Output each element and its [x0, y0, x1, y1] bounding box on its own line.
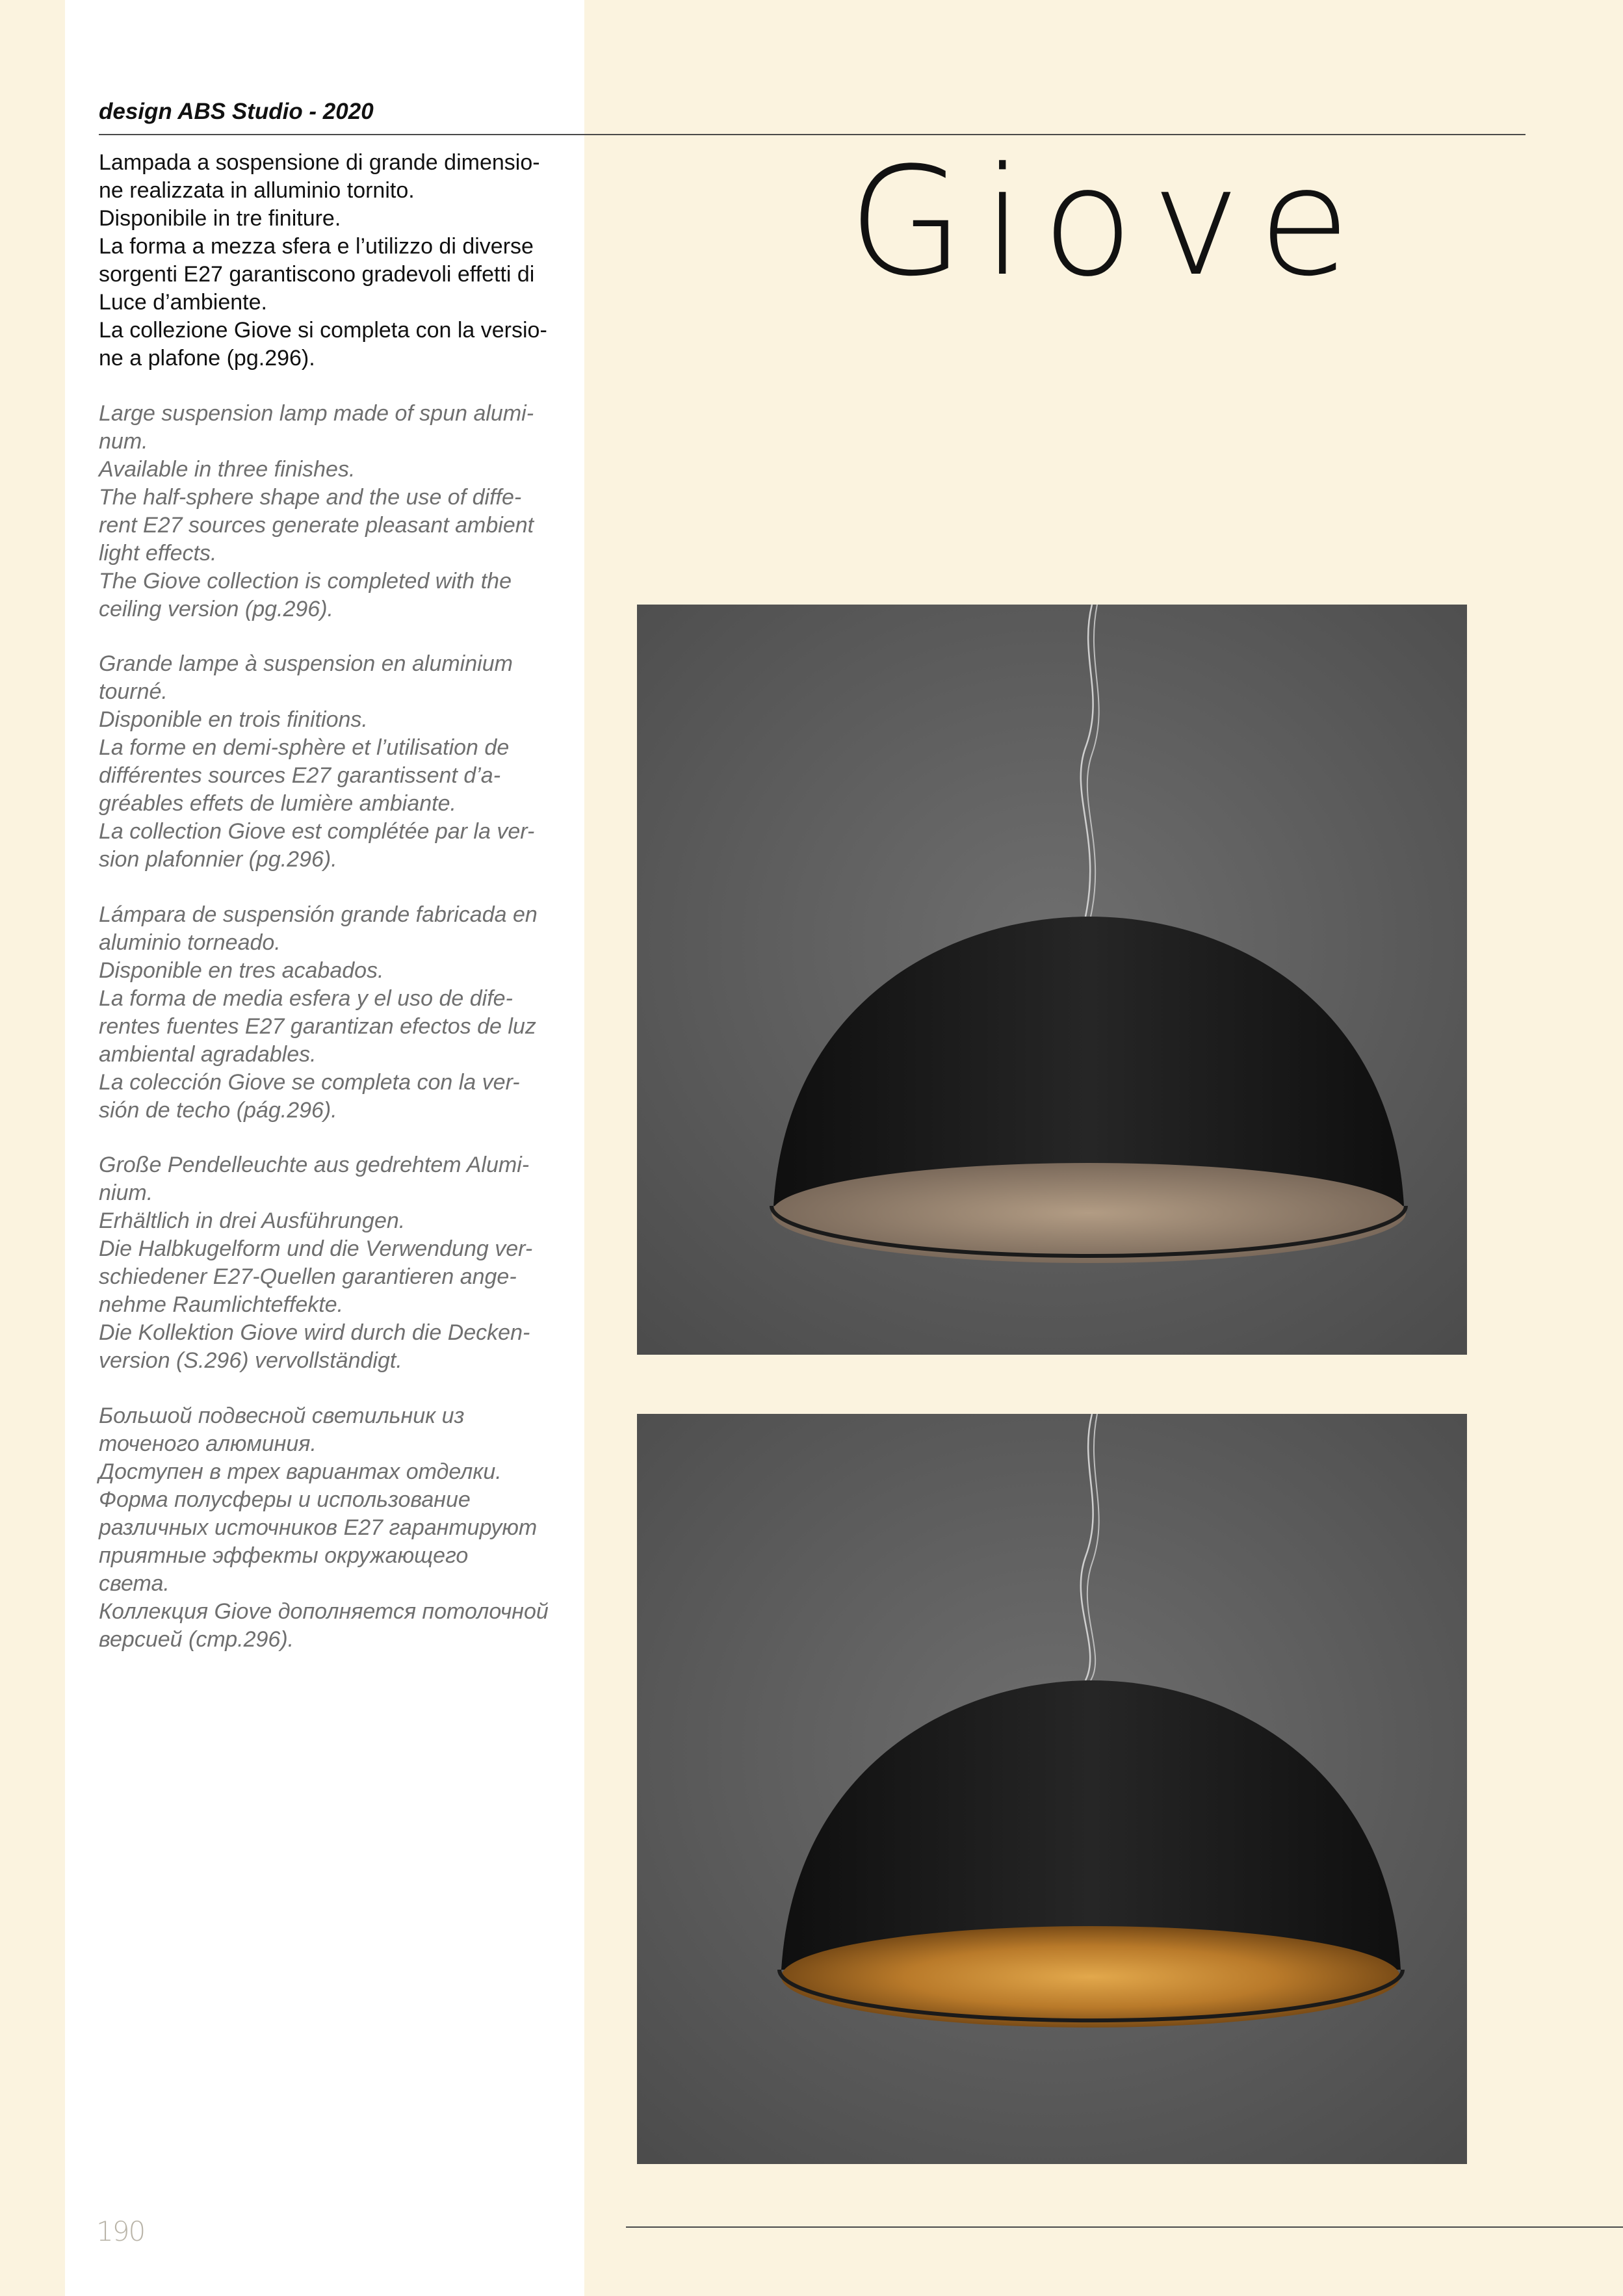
description-line: ambiental agradables.	[99, 1042, 317, 1067]
description-line: света.	[99, 1571, 170, 1596]
description-line: La collection Giove est complétée par la ver-	[99, 819, 535, 844]
page-number: 190	[96, 2215, 145, 2247]
description-line: rentes fuentes E27 garantizan efectos de luz	[99, 1014, 536, 1039]
description-line: ne a plafone (pg.296).	[99, 346, 315, 371]
description-line: rent E27 sources generate pleasant ambient	[99, 513, 534, 538]
designer-credit: design ABS Studio - 2020	[99, 99, 374, 124]
description-line: Erhältlich in drei Ausführungen.	[99, 1208, 406, 1233]
description-line: version (S.296) vervollständigt.	[99, 1348, 402, 1373]
description-spanish	[99, 901, 552, 1125]
description-line: La colección Giove se completa con la ver-	[99, 1070, 520, 1095]
description-line: light effects.	[99, 541, 217, 566]
description-line: версией (стр.296).	[99, 1627, 294, 1652]
description-line: Available in three finishes.	[99, 457, 356, 482]
description-russian	[99, 1402, 552, 1654]
description-line: ne realizzata in alluminio tornito.	[99, 178, 415, 203]
description-line: Доступен в трех вариантах отделки.	[99, 1459, 502, 1484]
top-divider	[99, 134, 1526, 135]
description-line: aluminio torneado.	[99, 930, 281, 955]
description-line: nehme Raumlichteffekte.	[99, 1292, 344, 1317]
description-line: sión de techo (pág.296).	[99, 1098, 337, 1123]
description-line: schiedener E27-Quellen garantieren ange-	[99, 1264, 517, 1289]
description-italian	[99, 149, 552, 372]
description-line: num.	[99, 429, 148, 454]
product-title: Giove	[848, 136, 1369, 309]
description-line: différentes sources E27 garantissent d’a-	[99, 763, 501, 788]
description-line: La forma de media esfera y el uso de dife-	[99, 986, 513, 1011]
description-line: Large suspension lamp made of spun alumi-	[99, 401, 534, 426]
description-line: tourné.	[99, 679, 168, 704]
description-line: The Giove collection is completed with the	[99, 569, 512, 594]
description-line: Большой подвесной светильник из	[99, 1403, 465, 1428]
description-line: Große Pendelleuchte aus gedrehtem Alumi-	[99, 1153, 530, 1177]
description-line: Disponible en tres acabados.	[99, 958, 384, 983]
product-photo-bronze	[637, 605, 1467, 1355]
bottom-divider	[626, 2226, 1623, 2228]
description-line: sorgenti E27 garantiscono gradevoli effetti di	[99, 262, 535, 287]
description-line: Die Kollektion Giove wird durch die Decken-	[99, 1320, 530, 1345]
description-line: приятные эффекты окружающего	[99, 1543, 469, 1568]
description-line: различных источников E27 гарантируют	[99, 1515, 538, 1540]
description-line: Luce d’ambiente.	[99, 290, 267, 315]
description-french	[99, 650, 552, 874]
description-line: nium.	[99, 1181, 153, 1205]
description-line: ceiling version (pg.296).	[99, 597, 333, 621]
description-line: Форма полусферы и использование	[99, 1487, 471, 1512]
description-line: sion plafonnier (pg.296).	[99, 847, 337, 872]
description-german	[99, 1151, 552, 1375]
description-line: Lámpara de suspensión grande fabricada en	[99, 902, 538, 927]
description-line: gréables effets de lumière ambiante.	[99, 791, 456, 816]
description-line: Коллекция Giove дополняется потолочной	[99, 1599, 549, 1624]
description-line: Disponible en trois finitions.	[99, 707, 368, 732]
description-line: точеного алюминия.	[99, 1431, 317, 1456]
description-line: Disponibile in tre finiture.	[99, 206, 341, 231]
description-line: Grande lampe à suspension en aluminium	[99, 651, 513, 676]
description-line: Die Halbkugelform und die Verwendung ver-	[99, 1236, 533, 1261]
description-line: The half-sphere shape and the use of diffe-	[99, 485, 522, 510]
description-line: La forme en demi-sphère et l’utilisation de	[99, 735, 510, 760]
description-line: La forma a mezza sfera e l’utilizzo di diverse	[99, 234, 534, 259]
description-line: La collezione Giove si completa con la versio-	[99, 318, 547, 343]
product-photo-gold	[637, 1414, 1467, 2164]
description-line: Lampada a sospensione di grande dimensio-	[99, 150, 540, 175]
description-english	[99, 400, 552, 623]
